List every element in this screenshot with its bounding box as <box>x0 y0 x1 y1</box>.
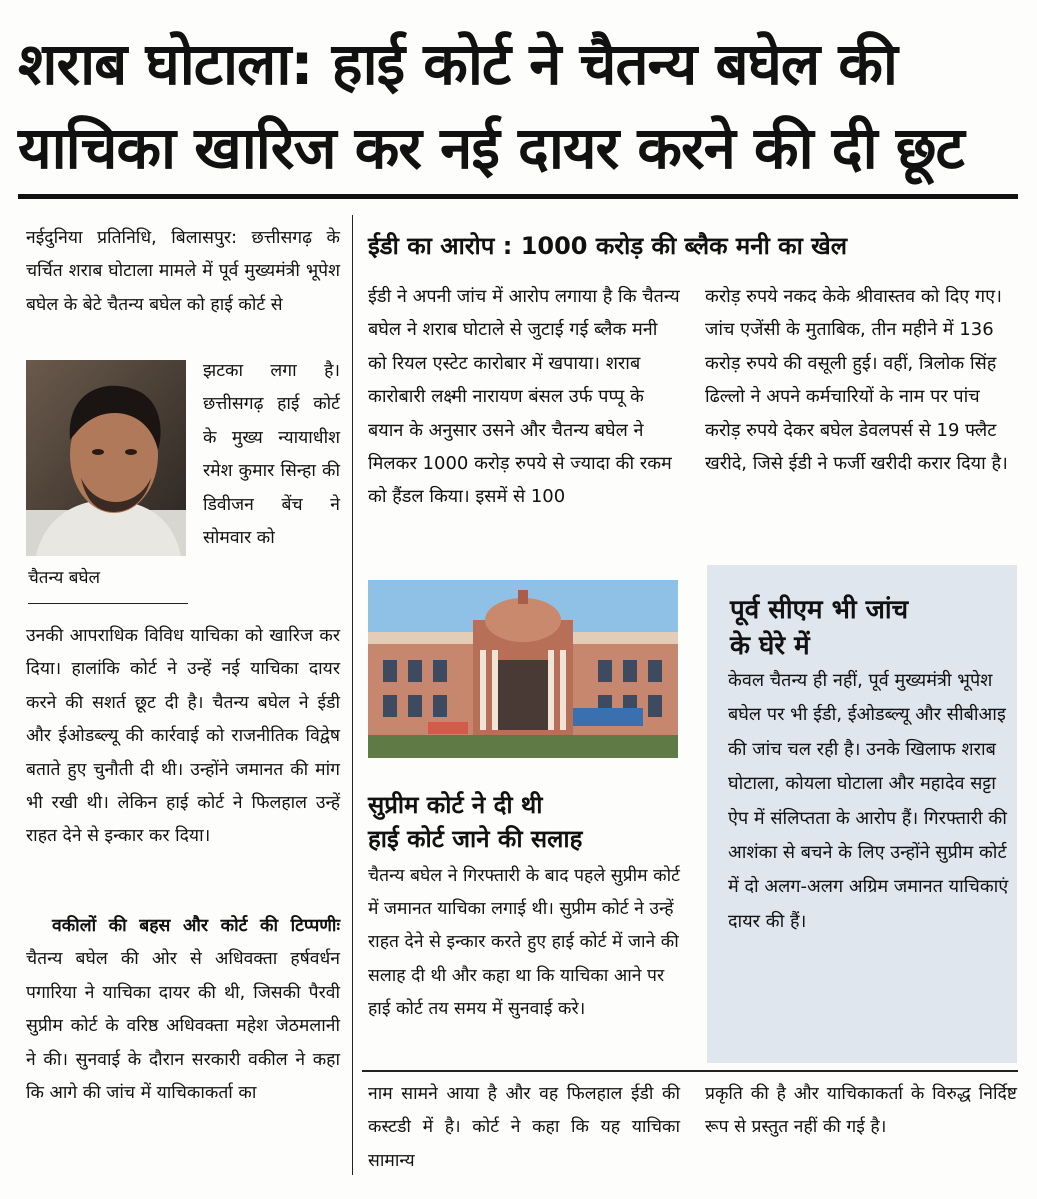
high-court-photo <box>368 580 678 758</box>
sc-subhead-line-2: हाई कोर्ट जाने की सलाह <box>368 825 583 853</box>
sidebar-body: केवल चैतन्य ही नहीं, पूर्व मुख्यमंत्री भूपेश बघेल पर भी ईडी, ईओडब्ल्यू और सीबीआइ की जांच चल रही है। उनके खिलाफ शराब घोटाला, कोयला घोटाला और महादेव सट्टा ऐप में संलिप्तता के आरोप हैं। गिरफ्तारी की आशंका से बचने के लिए उन्होंने सुप्रीम कोर्ट में दो अलग-अलग अग्रिम जमानत याचिकाएं दायर की हैं। <box>728 670 1009 932</box>
main-story-lawyers <box>26 910 340 1110</box>
sc-subhead <box>368 788 688 856</box>
main-story-intro: नईदुनिया प्रतिनिधि, बिलासपुर: छत्तीसगढ़ के चर्चित शराब घोटाला मामले में पूर्व मुख्यमंत्री भूपेश बघेल के बेटे चैतन्य बघेल को हाई कोर्ट से <box>26 228 340 315</box>
sc-body: चैतन्य बघेल ने गिरफ्तारी के बाद पहले सुप्रीम कोर्ट में जमानत याचिका लगाई थी। सुप्रीम कोर्ट ने उन्हें राहत देने से इन्कार करते हुए हाई कोर्ट में जाने की सलाह दी थी और कहा था कि याचिका आने पर हाई कोर्ट तय समय में सुनवाई करे। <box>368 866 680 1019</box>
sidebar-subhead-line-1: पूर्व सीएम भी जांच <box>730 595 909 625</box>
photo-caption: चैतन्य बघेल <box>28 568 101 588</box>
caption-rule <box>28 603 188 604</box>
main-story-beside-photo: झटका लगा है। छत्तीसगढ़ हाई कोर्ट के मुख्य न्यायाधीश रमेश कुमार सिन्हा की डिवीजन बेंच ने सोमवार को <box>203 361 340 549</box>
chaitanya-baghel-photo <box>26 360 186 556</box>
portrait-image <box>26 360 186 556</box>
column-divider <box>352 215 353 1175</box>
ed-column-2: करोड़ रुपये नकद केके श्रीवास्तव को दिए गए। जांच एजेंसी के मुताबिक, तीन महीने में 136 करोड़ रुपये की वसूली हुई। वहीं, त्रिलोक सिंह ढिल्लो ने अपने कर्मचारियों के नाम पर पांच करोड़ रुपये देकर बघेल डेवलपर्स से 19 फ्लैट खरीदे, जिसे ईडी ने फर्जी खरीदी करार दिया है। <box>705 286 1008 475</box>
bottom-rule <box>362 1070 1018 1072</box>
court-building-image <box>368 580 678 758</box>
bottom-column-1: नाम सामने आया है और वह फिलहाल ईडी की कस्टडी में है। कोर्ट ने कहा कि यह याचिका सामान्य <box>368 1084 680 1171</box>
lawyers-subhead: वकीलों की बहस और कोर्ट की टिप्पणीः <box>52 916 340 936</box>
headline-line-2: याचिका खारिज कर नई दायर करने की दी छूट <box>18 114 964 182</box>
lawyers-body: चैतन्य बघेल की ओर से अधिवक्ता हर्षवर्धन पगारिया ने याचिका दायर की थी, जिसकी पैरवी सुप्रीम कोर्ट के वरिष्ठ अधिवक्ता महेश जेठमलानी ने की। सुनवाई के दौरान सरकारी वकील ने कहा कि आगे की जांच में याचिकाकर्ता का <box>26 949 340 1104</box>
headline-rule <box>18 194 1018 199</box>
main-story-body: उनकी आपराधिक विविध याचिका को खारिज कर दिया। हालांकि कोर्ट ने उन्हें नई याचिका दायर करने की सशर्त छूट दी है। चैतन्य बघेल ने ईडी और ईओडब्ल्यू की कार्रवाई को राजनीतिक विद्वेष बताते हुए चुनौती दी थी। उन्होंने जमानत की मांग भी रखी थी। लेकिन हाई कोर्ट ने फिलहाल उन्हें राहत देने से इन्कार कर दिया। <box>26 626 340 847</box>
sidebar-subhead-line-2: के घेरे में <box>730 631 810 661</box>
ed-column-1: ईडी ने अपनी जांच में आरोप लगाया है कि चैतन्य बघेल ने शराब घोटाले से जुटाई गई ब्लैक मनी को रियल एस्टेट कारोबार में खपाया। शराब कारोबारी लक्ष्मी नारायण बंसल उर्फ पप्पू के बयान के अनुसार उसने और चैतन्य बघेल ने मिलकर 1000 करोड़ रुपये से ज्यादा की रकम को हैंडल किया। इसमें से 100 <box>368 286 680 508</box>
headline-line-1: शराब घोटाला: हाई कोर्ट ने चैतन्य बघेल की <box>18 30 897 98</box>
headline <box>18 22 1018 190</box>
sc-subhead-line-1: सुप्रीम कोर्ट ने दी थी <box>368 791 543 819</box>
sidebar-subhead <box>730 592 1010 664</box>
ed-subhead: ईडी का आरोप : 1000 करोड़ की ब्लैक मनी का खेल <box>368 232 848 260</box>
bottom-column-2: प्रकृति की है और याचिकाकर्ता के विरुद्ध निर्दिष्ट रूप से प्रस्तुत नहीं की गई है। <box>705 1084 1017 1138</box>
